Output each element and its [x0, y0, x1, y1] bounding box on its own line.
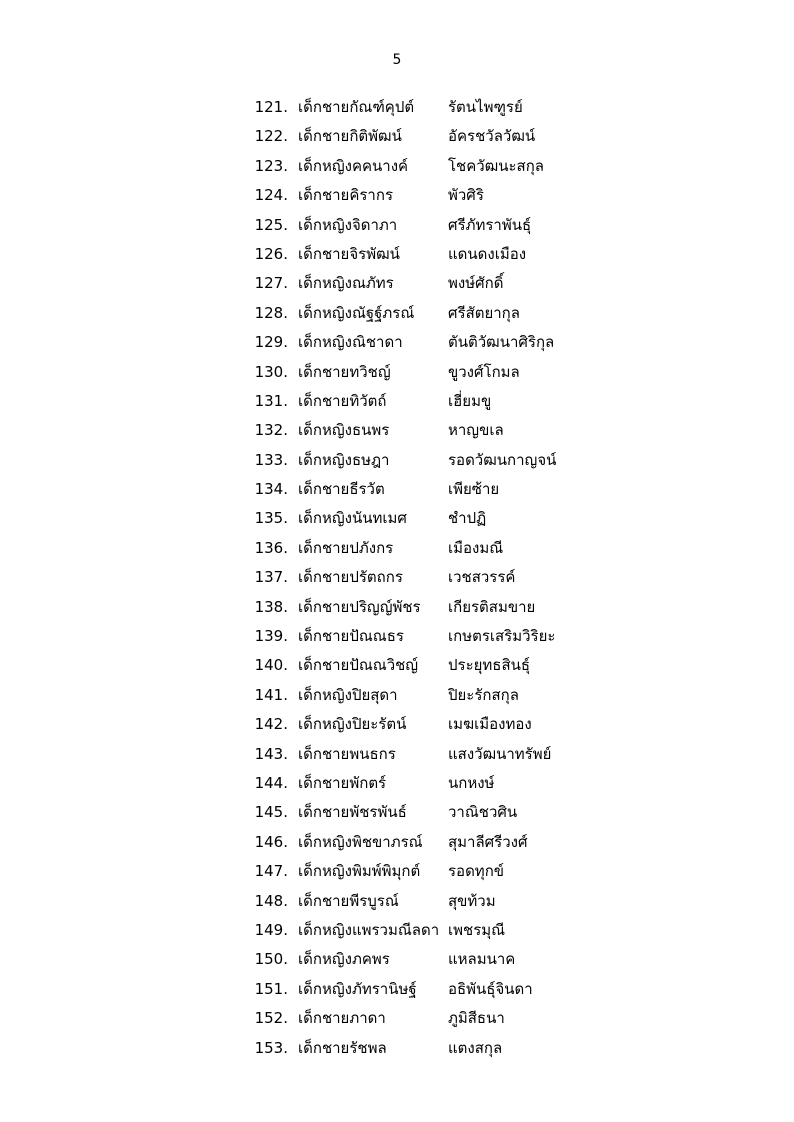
entry-number: 139. [254, 627, 288, 646]
entry-number: 124. [254, 186, 288, 205]
entry-number: 131. [254, 391, 288, 410]
entry-number: 149. [254, 920, 288, 939]
entry-number: 147. [254, 862, 288, 881]
entry-surname: โชควัฒนะสกุล [448, 156, 544, 175]
entry-surname: อธิพันธุ์จินดา [448, 979, 533, 998]
entry-number: 148. [254, 891, 288, 910]
list-item [0, 269, 794, 298]
entry-surname: สุมาลีศรีวงศ์ [448, 832, 528, 851]
entry-first-name: เด็กหญิงปิยสุดา [298, 685, 398, 704]
entry-surname: เพชรมุณี [448, 920, 506, 939]
list-item [0, 1034, 794, 1063]
entry-first-name: เด็กหญิงคคนางค์ [298, 156, 409, 175]
list-item [0, 710, 794, 739]
entry-first-name: เด็กหญิงณิชาดา [298, 333, 403, 352]
list-item [0, 563, 794, 592]
entry-first-name: เด็กหญิงธนพร [298, 421, 390, 440]
entry-surname: แหลมนาค [448, 950, 516, 969]
entry-surname: เวชสวรรค์ [448, 568, 516, 587]
entry-surname: เกษตรเสริมวิริยะ [448, 627, 556, 646]
entry-first-name: เด็กหญิงณัฐฐ์ภรณ์ [298, 303, 415, 322]
entry-number: 123. [254, 156, 288, 175]
entry-first-name: เด็กชายพนธกร [298, 744, 396, 763]
entry-first-name: เด็กชายจิรพัฒน์ [298, 244, 400, 263]
entry-surname: เมืองมณี [448, 538, 504, 557]
list-item [0, 240, 794, 269]
entry-number: 133. [254, 450, 288, 469]
entry-number: 136. [254, 538, 288, 557]
entry-surname: แดนดงเมือง [448, 244, 527, 263]
entry-first-name: เด็กหญิงแพรวมณีลดา [298, 920, 440, 939]
entry-surname: ชำปฏิ [448, 509, 487, 528]
entry-first-name: เด็กชายพักตร์ [298, 773, 387, 792]
entry-surname: ศรีสัตยากุล [448, 303, 520, 322]
entry-number: 140. [254, 656, 288, 675]
list-item [0, 975, 794, 1004]
list-item [0, 358, 794, 387]
entry-number: 127. [254, 274, 288, 293]
entry-first-name: เด็กหญิงปิยะรัตน์ [298, 715, 407, 734]
entry-first-name: เด็กชายปัณณธร [298, 627, 404, 646]
list-item [0, 622, 794, 651]
entry-first-name: เด็กชายทิวัตถ์ [298, 391, 387, 410]
list-item [0, 593, 794, 622]
entry-first-name: เด็กหญิงพิมพ์พิมุกต์ [298, 862, 421, 881]
list-item [0, 416, 794, 445]
entry-number: 135. [254, 509, 288, 528]
entry-number: 121. [254, 98, 288, 116]
entry-number: 137. [254, 568, 288, 587]
entry-surname: อัครชวัลวัฒน์ [448, 127, 536, 146]
entry-first-name: เด็กหญิงจิดาภา [298, 215, 398, 234]
list-item [0, 93, 794, 122]
entry-surname: รอดวัฒนกาญจน์ [448, 450, 557, 469]
entry-first-name: เด็กหญิงภัทรานิษฐ์ [298, 979, 417, 998]
entry-surname: แตงสกุล [448, 1038, 503, 1057]
entry-surname: ประยุทธสินธุ์ [448, 656, 531, 675]
list-item [0, 534, 794, 563]
list-item [0, 1004, 794, 1033]
entry-first-name: เด็กหญิงนันทเมศ [298, 509, 407, 528]
entry-first-name: เด็กหญิงภคพร [298, 950, 390, 969]
list-item [0, 798, 794, 827]
entry-number: 132. [254, 421, 288, 440]
entry-first-name: เด็กชายธีรวัต [298, 480, 385, 499]
entry-first-name: เด็กชายกิติพัฒน์ [298, 127, 402, 146]
list-item [0, 387, 794, 416]
entry-first-name: เด็กชายคิรากร [298, 186, 393, 205]
entry-surname: แสงวัฒนาทรัพย์ [448, 744, 552, 763]
list-item [0, 651, 794, 680]
entry-first-name: เด็กหญิงณภัทร [298, 274, 394, 293]
entry-number: 126. [254, 244, 288, 263]
list-item [0, 211, 794, 240]
entry-first-name: เด็กหญิงพิชขาภรณ์ [298, 832, 423, 851]
list-item [0, 299, 794, 328]
list-item [0, 828, 794, 857]
list-item [0, 740, 794, 769]
list-item [0, 122, 794, 151]
entry-first-name: เด็กชายปริญญ์พัชร [298, 597, 421, 616]
entry-number: 128. [254, 303, 288, 322]
name-list [0, 93, 794, 1063]
entry-surname: นกหงษ์ [448, 773, 495, 792]
entry-number: 150. [254, 950, 288, 969]
list-item [0, 504, 794, 533]
page-number: 5 [392, 52, 402, 68]
entry-first-name: เด็กชายปัณณวิชญ์ [298, 656, 419, 675]
entry-number: 145. [254, 803, 288, 822]
entry-surname: เพียซ้าย [448, 480, 500, 499]
list-item [0, 887, 794, 916]
entry-number: 153. [254, 1038, 288, 1057]
entry-surname: ปิยะรักสกุล [448, 685, 519, 704]
list-item [0, 475, 794, 504]
entry-number: 125. [254, 215, 288, 234]
list-item [0, 857, 794, 886]
entry-first-name: เด็กหญิงธษฎา [298, 450, 390, 469]
entry-number: 134. [254, 480, 288, 499]
entry-surname: ขูวงศ์โกมล [448, 362, 520, 381]
entry-number: 130. [254, 362, 288, 381]
entry-surname: ภูมิสีธนา [448, 1009, 505, 1028]
entry-first-name: เด็กชายปรัตถกร [298, 568, 403, 587]
entry-surname: พงษ์ศักดิ์ [448, 274, 504, 293]
entry-number: 152. [254, 1009, 288, 1028]
entry-surname: วาณิชวศิน [448, 803, 518, 822]
entry-number: 122. [254, 127, 288, 146]
entry-surname: พัวศิริ [448, 186, 484, 205]
list-item [0, 181, 794, 210]
entry-first-name: เด็กชายทวิชญ์ [298, 362, 391, 381]
entry-number: 138. [254, 597, 288, 616]
entry-surname: เกียรติสมขาย [448, 597, 536, 616]
list-item [0, 945, 794, 974]
list-item [0, 152, 794, 181]
entry-first-name: เด็กชายปภังกร [298, 538, 394, 557]
list-item [0, 328, 794, 357]
entry-first-name: เด็กชายรัชพล [298, 1038, 387, 1057]
list-item [0, 446, 794, 475]
list-item [0, 769, 794, 798]
entry-number: 129. [254, 333, 288, 352]
entry-number: 146. [254, 832, 288, 851]
entry-number: 142. [254, 715, 288, 734]
list-item [0, 681, 794, 710]
entry-surname: เฮี่ยมขู [448, 391, 492, 410]
entry-surname: สุขท้วม [448, 891, 496, 910]
entry-number: 144. [254, 773, 288, 792]
entry-first-name: เด็กชายพีรบูรณ์ [298, 891, 399, 910]
entry-surname: หาญขเล [448, 421, 504, 440]
entry-number: 141. [254, 685, 288, 704]
entry-surname: ตันติวัฒนาศิริกุล [448, 333, 555, 352]
list-item [0, 916, 794, 945]
entry-number: 143. [254, 744, 288, 763]
entry-first-name: เด็กชายภาดา [298, 1009, 386, 1028]
entry-first-name: เด็กชายกัณฑ์คุปต์ [298, 98, 415, 116]
entry-surname: รอดทุกข์ [448, 862, 505, 881]
entry-first-name: เด็กชายพัชรพันธ์ [298, 803, 407, 822]
entry-surname: รัตนไพฑูรย์ [448, 98, 523, 116]
entry-surname: ศรีภัทราพันธุ์ [448, 215, 532, 234]
entry-surname: เมฆเมืองทอง [448, 715, 532, 734]
entry-number: 151. [254, 979, 288, 998]
